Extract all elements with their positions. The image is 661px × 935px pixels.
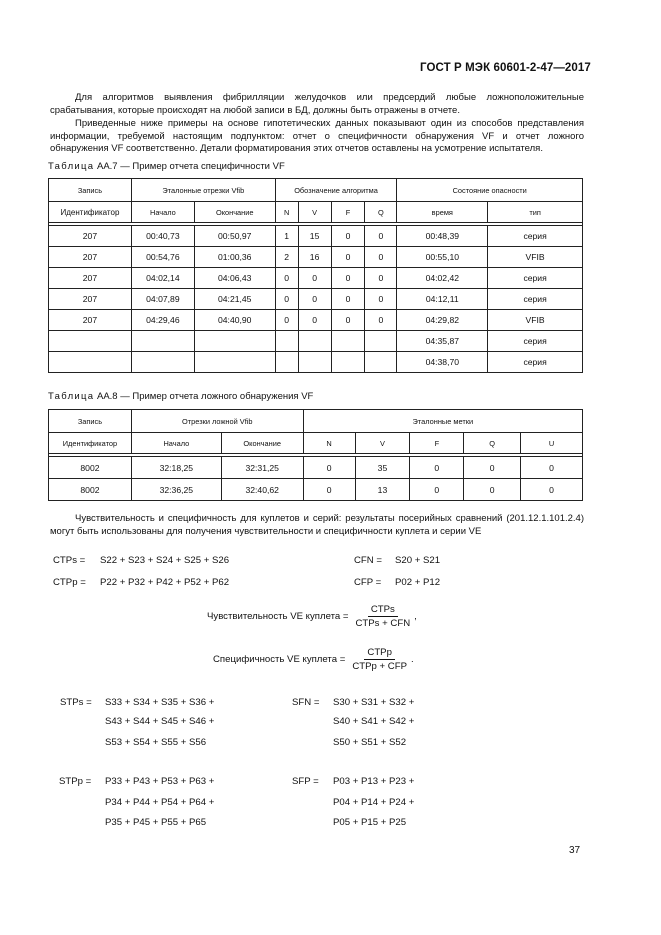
table-header: Состояние опасности	[397, 179, 583, 202]
caption-text: АА.8 — Пример отчета ложного обнаружения VF	[94, 391, 314, 402]
table-subheader: Начало	[131, 202, 194, 223]
table-cell: 0	[365, 289, 397, 310]
table-cell	[49, 331, 132, 352]
table-cell: 0	[331, 226, 365, 247]
document-header: ГОСТ Р МЭК 60601-2-47—2017	[420, 62, 591, 74]
table-cell: 0	[275, 268, 298, 289]
table-header: Эталонные метки	[303, 410, 582, 433]
table-cell	[194, 331, 275, 352]
table-cell: 04:29,46	[131, 310, 194, 331]
table-cell: 13	[355, 479, 410, 501]
table-cell	[275, 331, 298, 352]
table-cell: 0	[521, 457, 583, 479]
formula-line: P33 + P43 + P53 + P63 +	[105, 776, 215, 787]
formula-label: Специфичность VE куплета =	[213, 654, 346, 665]
table-cell: 15	[298, 226, 331, 247]
formula-line: P35 + P45 + P55 + P65	[105, 817, 207, 828]
paragraph-sensitivity	[50, 513, 584, 538]
page-number: 37	[569, 845, 581, 856]
table-cell: серия	[488, 331, 583, 352]
fraction-numerator: CTPs	[368, 604, 398, 617]
table-header: Эталонные отрезки Vfib	[131, 179, 275, 202]
table-cell: 0	[365, 268, 397, 289]
table-subheader: Окончание	[221, 433, 303, 454]
table-subheader: Q	[365, 202, 397, 223]
table-cell: 8002	[49, 479, 132, 501]
formula-comma: ,	[414, 611, 417, 622]
paragraph-text: Для алгоритмов выявления фибрилляции желудочков или предсердий любые ложноположительные срабатывания, которые происходят на любой записи в БД, должны быть отражены в отчете.	[50, 92, 584, 116]
formula-sfn-label: SFN =	[292, 697, 320, 708]
table-row	[49, 268, 583, 289]
formula-line: S53 + S54 + S55 + S56	[105, 737, 207, 748]
table-subheader: тип	[488, 202, 583, 223]
table-cell: 0	[331, 268, 365, 289]
table-subheader: F	[410, 433, 464, 454]
table-cell: 04:02,42	[397, 268, 488, 289]
table-subheader: U	[521, 433, 583, 454]
table-cell: 01:00,36	[194, 247, 275, 268]
table-cell: 04:07,89	[131, 289, 194, 310]
table-cell	[194, 352, 275, 373]
table-cell: 0	[521, 479, 583, 501]
caption-text: АА.7 — Пример отчета специфичности VF	[94, 161, 285, 172]
table-row	[49, 479, 583, 501]
table-cell: 0	[275, 289, 298, 310]
table-cell: 04:35,87	[397, 331, 488, 352]
formula-line: P05 + P15 + P25	[333, 817, 407, 828]
table-row	[49, 310, 583, 331]
table-cell: 0	[331, 247, 365, 268]
fraction	[352, 604, 413, 629]
table-cell: 00:50,97	[194, 226, 275, 247]
fraction-numerator: CTPp	[364, 647, 395, 660]
table-cell: серия	[488, 268, 583, 289]
table-subheader: F	[331, 202, 365, 223]
table-subheader: N	[303, 433, 355, 454]
formula-sfp-label: SFP =	[292, 776, 319, 787]
paragraph-examples	[50, 118, 584, 156]
table-cell: 00:40,73	[131, 226, 194, 247]
table-row	[49, 331, 583, 352]
formula-line: S50 + S51 + S52	[333, 737, 407, 748]
formula-line: S33 + S34 + S35 + S36 +	[105, 697, 215, 708]
table-cell: 32:18,25	[131, 457, 221, 479]
table-cell: 32:36,25	[131, 479, 221, 501]
table-subheader: время	[397, 202, 488, 223]
formula-line: S40 + S41 + S42 +	[333, 716, 415, 727]
fraction	[349, 647, 410, 672]
table-cell: 04:29,82	[397, 310, 488, 331]
table-subheader: Идентификатор	[49, 433, 132, 454]
table-cell	[131, 331, 194, 352]
table-cell: 32:40,62	[221, 479, 303, 501]
table-cell: 16	[298, 247, 331, 268]
table-cell: 04:12,11	[397, 289, 488, 310]
table-row	[49, 226, 583, 247]
table-cell	[365, 331, 397, 352]
formula-period: .	[410, 654, 414, 665]
table-header: Обозначение алгоритма	[275, 179, 397, 202]
table-cell: 0	[365, 310, 397, 331]
table-cell	[275, 352, 298, 373]
table-cell: 2	[275, 247, 298, 268]
table-cell: 0	[410, 457, 464, 479]
table-row	[49, 289, 583, 310]
table-cell: 0	[464, 457, 521, 479]
table-cell: 207	[49, 310, 132, 331]
fraction-denominator: CTPp + CFP	[352, 661, 407, 672]
table-cell	[331, 331, 365, 352]
table-cell: 04:38,70	[397, 352, 488, 373]
table-cell: серия	[488, 226, 583, 247]
table-subheader: V	[355, 433, 410, 454]
table-cell: 0	[298, 289, 331, 310]
formula-ctpp-expr: P22 + P32 + P42 + P52 + P62	[100, 577, 230, 588]
table-cell	[298, 352, 331, 373]
table-cell: 0	[365, 247, 397, 268]
fraction-denominator: CTPs + CFN	[355, 618, 411, 629]
table-cell	[131, 352, 194, 373]
table-row	[49, 247, 583, 268]
table-cell	[365, 352, 397, 373]
caption-prefix: Таблица	[48, 161, 95, 172]
table-cell: 0	[410, 479, 464, 501]
table-subheader: N	[275, 202, 298, 223]
table-cell: 0	[298, 268, 331, 289]
table-cell: серия	[488, 352, 583, 373]
table-aa8-caption	[48, 391, 313, 402]
caption-prefix: Таблица	[48, 391, 95, 402]
formula-label: Чувствительность VE куплета =	[207, 611, 349, 622]
table-cell: 0	[464, 479, 521, 501]
table-subheader: Идентификатор	[49, 202, 132, 223]
table-row	[49, 352, 583, 373]
table-subheader: Окончание	[194, 202, 275, 223]
table-cell: 207	[49, 289, 132, 310]
formula-line: S30 + S31 + S32 +	[333, 697, 415, 708]
formula-stps-label: STPs =	[60, 697, 92, 708]
table-cell: 0	[331, 310, 365, 331]
table-header: Запись	[49, 410, 132, 433]
table-cell: 0	[303, 479, 355, 501]
table-cell: 207	[49, 226, 132, 247]
formula-cfp-label: CFP =	[354, 577, 382, 588]
formula-ctps-expr: S22 + S23 + S24 + S25 + S26	[100, 555, 230, 566]
paragraph-text: Чувствительность и специфичность для куплетов и серий: результаты посерийных сравнений (201.12.1.101.2.4) могут быть использованы для получения чувствительности и специфичности куплета и серии VE	[50, 513, 584, 537]
table-cell: 207	[49, 268, 132, 289]
table-subheader: V	[298, 202, 331, 223]
table-cell: 0	[365, 226, 397, 247]
table-cell: 04:21,45	[194, 289, 275, 310]
formula-stpp-label: STPp =	[59, 776, 92, 787]
table-cell: 04:06,43	[194, 268, 275, 289]
table-cell: 04:02,14	[131, 268, 194, 289]
table-cell	[331, 352, 365, 373]
table-cell: 00:55,10	[397, 247, 488, 268]
table-aa8	[48, 409, 583, 501]
paragraph-text: Приведенные ниже примеры на основе гипотетических данных показывают один из способов представления информации, требуемой настоящим подпунктом: отчет о специфичности обнаружения VF и отчет ложного обнаружения VF соответственно. Детали форматирования этих отчетов оставлены на усмотрение испытателя.	[50, 118, 584, 155]
table-cell	[49, 352, 132, 373]
table-cell: 00:48,39	[397, 226, 488, 247]
formula-line: P34 + P44 + P54 + P64 +	[105, 797, 215, 808]
table-cell: 0	[303, 457, 355, 479]
formula-cfn-label: CFN =	[354, 555, 382, 566]
table-cell: VFIB	[488, 310, 583, 331]
formula-specificity	[213, 647, 414, 672]
formula-line: S43 + S44 + S45 + S46 +	[105, 716, 215, 727]
table-cell: 00:54,76	[131, 247, 194, 268]
paragraph-fibrillation	[50, 92, 584, 117]
table-cell: 0	[331, 289, 365, 310]
table-cell: серия	[488, 289, 583, 310]
table-subheader: Начало	[131, 433, 221, 454]
table-cell: 0	[275, 310, 298, 331]
table-cell: VFIB	[488, 247, 583, 268]
formula-sensitivity	[207, 604, 417, 629]
formula-cfn-expr: S20 + S21	[395, 555, 441, 566]
table-cell	[298, 331, 331, 352]
formula-ctps-label: CTPs =	[53, 555, 86, 566]
table-row	[49, 457, 583, 479]
table-cell: 8002	[49, 457, 132, 479]
formula-cfp-expr: P02 + P12	[395, 577, 441, 588]
table-header: Отрезки ложной Vfib	[131, 410, 303, 433]
table-cell: 04:40,90	[194, 310, 275, 331]
table-subheader: Q	[464, 433, 521, 454]
formula-ctpp-label: CTPp =	[53, 577, 86, 588]
table-aa7-caption	[48, 161, 285, 172]
table-cell: 207	[49, 247, 132, 268]
table-aa7	[48, 178, 583, 373]
table-cell: 35	[355, 457, 410, 479]
table-cell: 1	[275, 226, 298, 247]
formula-line: P03 + P13 + P23 +	[333, 776, 415, 787]
table-cell: 32:31,25	[221, 457, 303, 479]
formula-line: P04 + P14 + P24 +	[333, 797, 415, 808]
table-header: Запись	[49, 179, 132, 202]
table-cell: 0	[298, 310, 331, 331]
